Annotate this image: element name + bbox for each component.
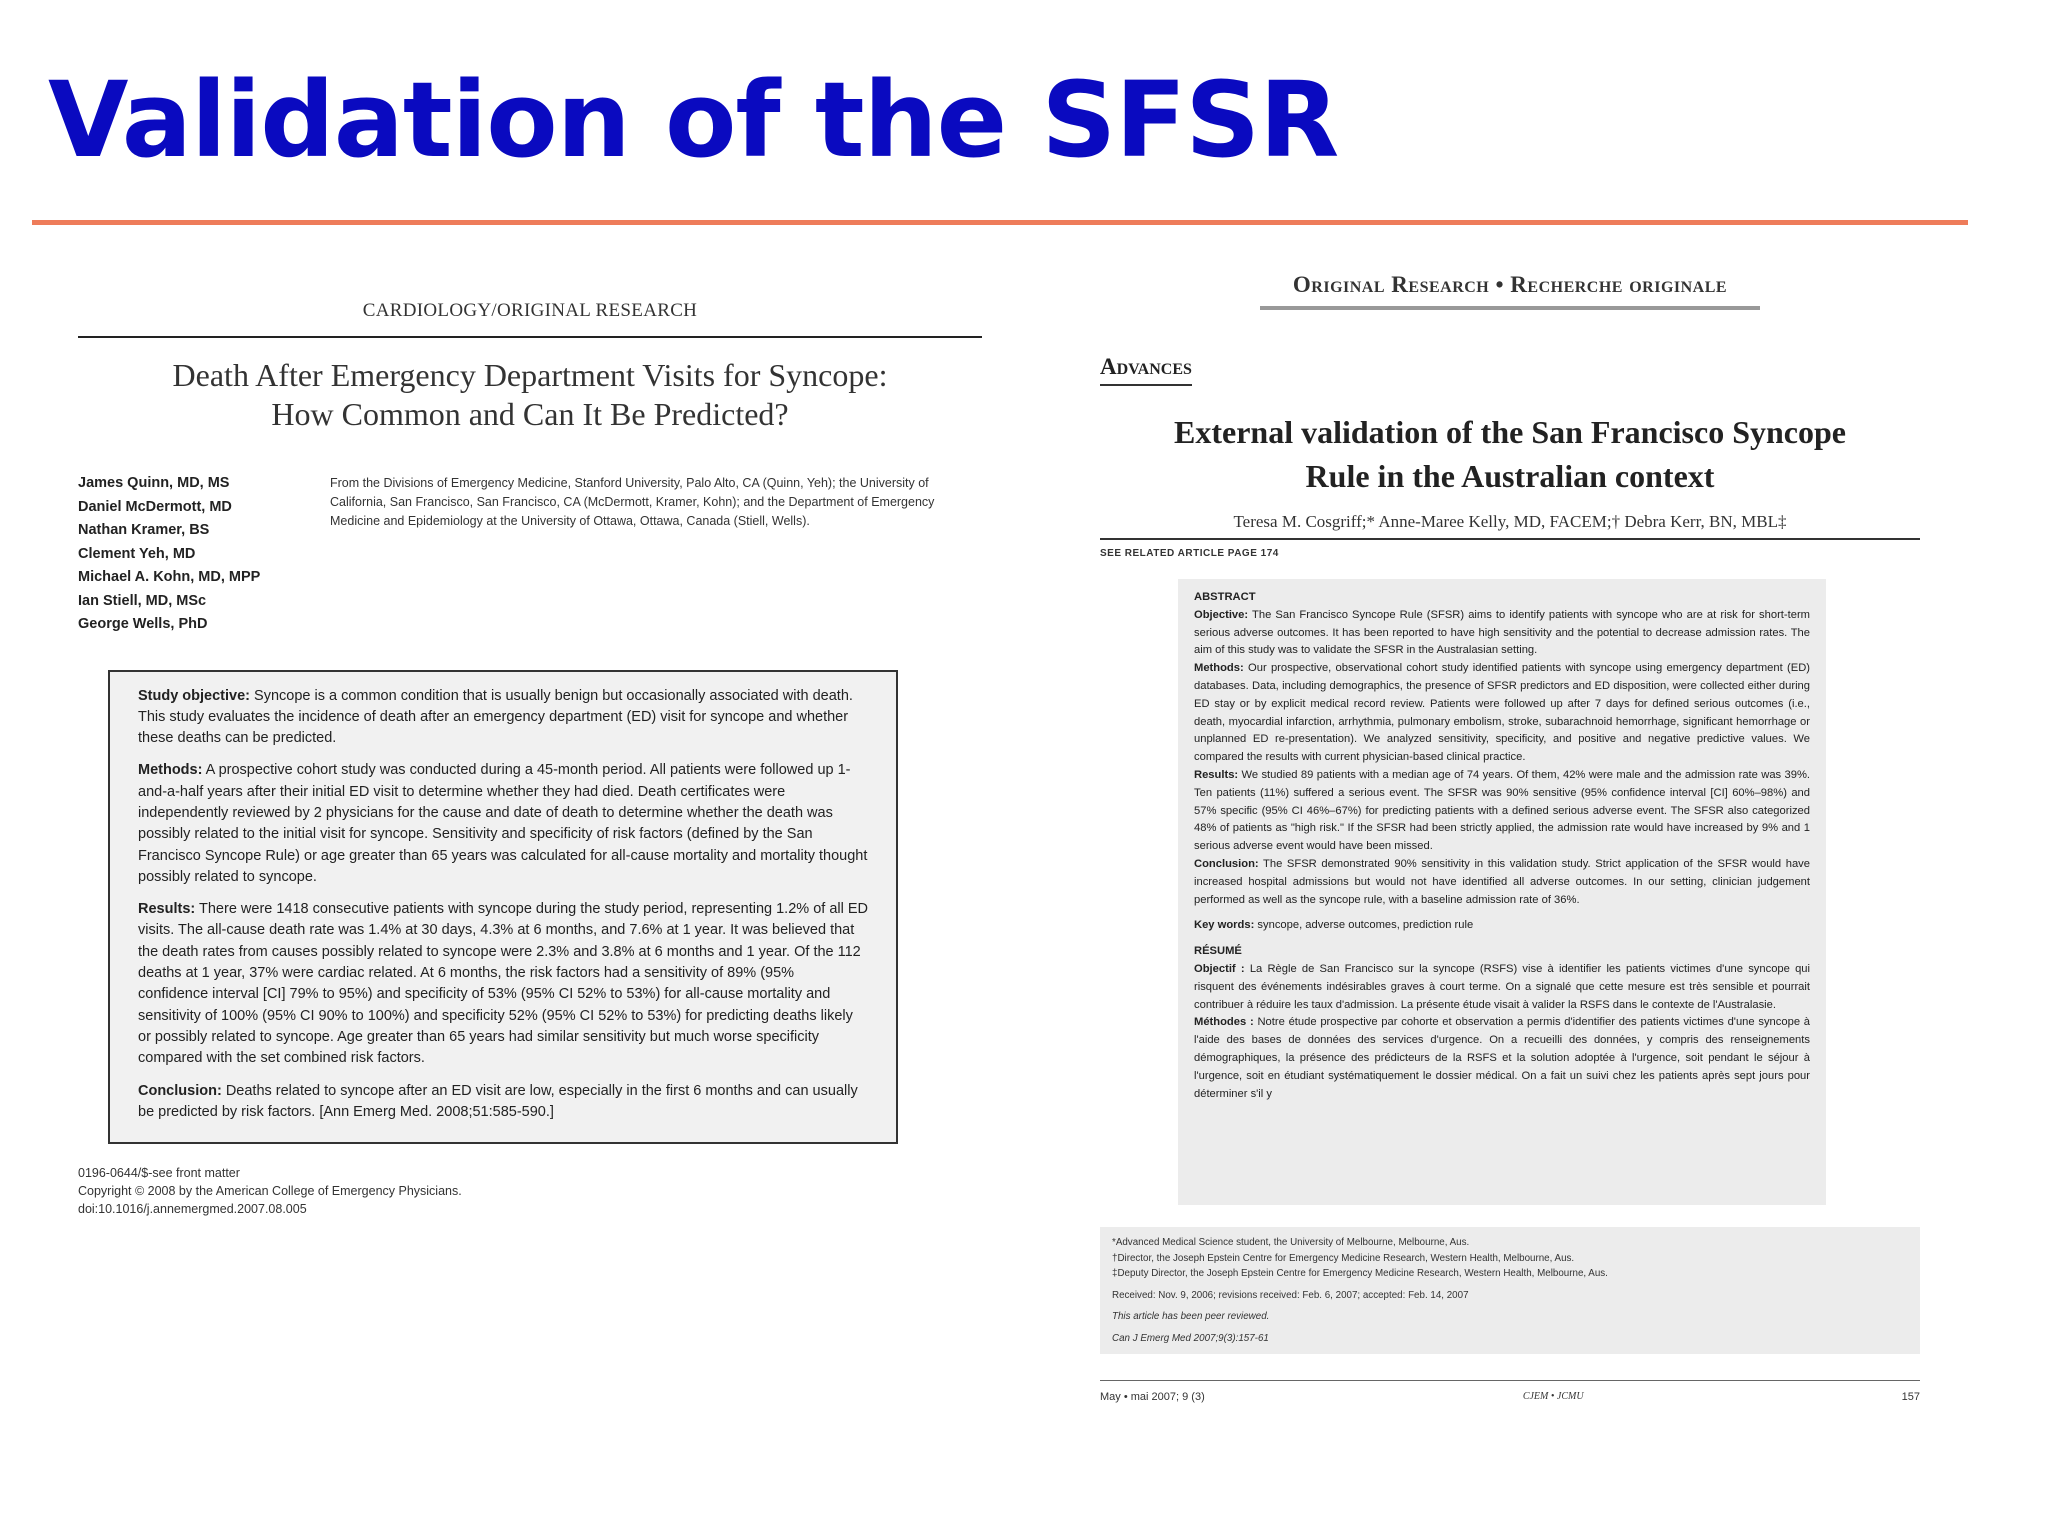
right-article-footer — [1100, 1391, 1920, 1403]
right-article-banner-rule — [1260, 306, 1760, 310]
left-article-section: CARDIOLOGY/ORIGINAL RESEARCH — [362, 300, 698, 321]
abstract-methods: Methods: A prospective cohort study was conducted during a 45-month period. All patients were followed up 1-and-a-half years after their initial ED visit to determine whether they had died. Death certificates were independently reviewed by 2 physicians for the cause and date of death to determine whether the death was possibly related to the initial visit for syncope. Sensitivity and specificity of risk factors (defined by the San Francisco Syncope Rule) or age greater than 65 years was calculated for all-cause mortality and mortality thought possibly related to syncope. — [138, 762, 868, 885]
citation: Can J Emerg Med 2007;9(3):157-61 — [1112, 1332, 1269, 1344]
author: Daniel McDermott, MD — [78, 498, 232, 515]
author: Ian Stiell, MD, MSc — [78, 592, 207, 609]
abstract-results: Results: We studied 89 patients with a median age of 74 years. Of them, 42% were male and the admission rate was 39%. Ten patients (11%) suffered a serious event. The SFSR was 90% sensitive (95% confidence interval [CI] 60%–98%) and 57% specific (95% CI 46%–67%) for predicting patients with a defined serious adverse event. The SFSR also categorized 48% of patients as "high risk." If the SFSR had been strictly applied, the admission rate would have increased by 9% and 1 serious adverse event would have been missed. — [1194, 768, 1810, 853]
author: Michael A. Kohn, MD, MPP — [78, 569, 261, 585]
resume-methodes: Méthodes : Notre étude prospective par cohorte et observation a permis d'identifier des patients victimes d'une syncope à l'aide des bases de données des services d'urgence. On a recueilli des données, y compris des renseignements démographiques, la présence des prédicteurs de la RSFS et la solution adoptée à l'urgence, soit pendant le séjour à l'urgence, soit en étudiant systématiquement le dossier médical. On a fait un suivi chez les patients après sept jours pour déterminer s'il y — [1194, 1016, 1811, 1100]
left-article-affiliation: From the Divisions of Emergency Medicine, Stanford University, Palo Alto, CA (Quinn, Yeh); the University of California, San Francisco, San Francisco, CA (McDermott, Kramer, Kohn); and the Department of Emergency Medicine and Epidemiology at the University of Ottawa, Ottawa, Canada (Stiell, Wells). — [330, 476, 935, 528]
footer-journal: CJEM • JCMU — [1522, 1391, 1584, 1402]
abstract-methods: Methods: Our prospective, observational cohort study identified patients with syncope using emergency department (ED) databases. Data, including demographics, the presence of SFSR predictors and ED disposition, were collected either during ED stay or by explicit medical record review. Patients were followed up after 7 days for defined serious outcomes (i.e., death, myocardial infarction, arrhythmia, pulmonary embolism, stroke, subarachnoid hemorrhage, significant hemorrhage or unplanned ED re-presentation). We analyzed sensitivity, specificity, and positive and negative predictive values. We compared the results with current physician-based clinical practice. — [1194, 662, 1810, 764]
right-article-rule — [1100, 538, 1920, 540]
title-divider — [32, 220, 1968, 225]
resume-heading: RÉSUMÉ — [1194, 945, 1242, 958]
abstract-keywords: Key words: syncope, adverse outcomes, prediction rule — [1194, 919, 1474, 932]
left-article-abstract — [108, 670, 898, 1145]
left-article-title-line2: How Common and Can It Be Predicted? — [271, 396, 789, 432]
author: Nathan Kramer, BS — [78, 522, 210, 538]
peer-review-note: This article has been peer reviewed. — [1112, 1311, 1270, 1322]
author: James Quinn, MD, MS — [78, 475, 230, 491]
right-article-notes: *Advanced Medical Science student, the University of Melbourne, Melbourne, Aus. †Director, the Joseph Epstein Centre for Emergency Medicine Research, Western Health, Melbourne, Aus. ‡Deputy Director, the Joseph Epstein Centre for Emergency Medicine Research, Western Health, Melbourne, Aus. Received: Nov. 9, 2006; revisions received: Feb. 6, 2007; accepted: Feb. 14, 2007 This article has been peer reviewed. Can J Emerg Med 2007;9(3):157-61 — [1100, 1227, 1920, 1354]
right-article-related: SEE RELATED ARTICLE PAGE 174 — [1100, 548, 1279, 559]
right-article-image — [1100, 272, 1920, 1536]
footer-issue: May • mai 2007; 9 (3) — [1100, 1391, 1205, 1403]
resume-objectif: Objectif : La Règle de San Francisco sur la syncope (RSFS) vise à identifier les patients victimes d'une syncope qui risquent des événements indésirables graves à court terme. On a signalé que cette mesure est très sensible et pourrait contribuer à réduire les taux d'admission. La présente étude visait à valider la RSFS dans le contexte de l'Australasie. — [1194, 962, 1811, 1011]
abstract-conclusion: Conclusion: Deaths related to syncope after an ED visit are low, especially in the first 6 months and can usually be predicted by risk factors. [Ann Emerg Med. 2008;51:585-590.] — [138, 1082, 858, 1120]
author: George Wells, PhD — [78, 616, 208, 632]
right-article-section: Advances — [1100, 354, 1192, 386]
right-article-abstract — [1178, 579, 1826, 1205]
left-article-title-line1: Death After Emergency Department Visits for Syncope: — [172, 357, 888, 393]
left-article-image — [78, 300, 982, 1536]
slide-title: Validation of the SFSR — [48, 59, 1339, 181]
right-article-banner: Original Research • Recherche originale — [1292, 272, 1728, 297]
abstract-conclusion: Conclusion: The SFSR demonstrated 90% sensitivity in this validation study. Strict application of the SFSR would have increased hospital admissions but would not have identified all adverse outcomes. In our setting, clinician judgement performed as well as the syncope rule, with a baseline admission rate of 36%. — [1194, 857, 1811, 906]
left-article-authors — [78, 472, 330, 637]
abstract-objective: Objective: The San Francisco Syncope Rule (SFSR) aims to identify patients with syncope who are at risk for short-term serious adverse outcomes. It has been reported to have high sensitivity and the potential to decrease admission rates. The aim of this study was to validate the SFSR in the Australasian setting. — [1194, 608, 1811, 657]
abstract-results: Results: There were 1418 consecutive patients with syncope during the study period, representing 1.2% of all ED visits. The all-cause death rate was 1.4% at 30 days, 4.3% at 6 months, and 7.6% at 1 year. It was believed that the death rates from causes possibly related to syncope were 2.3% and 3.8% at 6 months and 1 year. Of the 112 deaths at 1 year, 37% were cardiac related. At 6 months, the risk factors had a sensitivity of 89% (95% confidence interval [CI] 79% to 95%) and specificity of 53% (95% CI 52% to 53%) for all-cause mortality and sensitivity of 100% (95% CI 90% to 100%) and specificity 52% (95% CI 52% to 53%) for predicting deaths likely or possibly related to syncope. Age greater than 65 years had similar sensitivity but much worse specificity compared with the set combined risk factors. — [138, 901, 868, 1067]
right-article-title: External validation of the San Francisco Syncope Rule in the Australian context — [1173, 414, 1846, 494]
footer-page-number: 157 — [1901, 1391, 1920, 1403]
author: Clement Yeh, MD — [78, 545, 196, 562]
right-article-authors: Teresa M. Cosgriff;* Anne-Maree Kelly, MD, FACEM;† Debra Kerr, BN, MBL‡ — [1233, 512, 1787, 531]
left-article-footer: 0196-0644/$-see front matter Copyright © 2008 by the American College of Emergency Physicians. doi:10.1016/j.annemergmed.2007.08.005 — [78, 1166, 462, 1217]
received-dates: Received: Nov. 9, 2006; revisions received: Feb. 6, 2007; accepted: Feb. 14, 2007 — [1112, 1289, 1469, 1301]
left-article-byline — [78, 472, 982, 637]
left-article-rule — [78, 336, 982, 338]
abstract-heading: ABSTRACT — [1194, 591, 1256, 603]
right-article-footer-rule — [1100, 1380, 1920, 1381]
left-article-title — [78, 356, 982, 434]
abstract-objective: Study objective: Syncope is a common condition that is usually benign but occasionally associated with death. This study evaluates the incidence of death after an emergency department (ED) visit for syncope and whether these deaths can be predicted. — [138, 687, 853, 747]
